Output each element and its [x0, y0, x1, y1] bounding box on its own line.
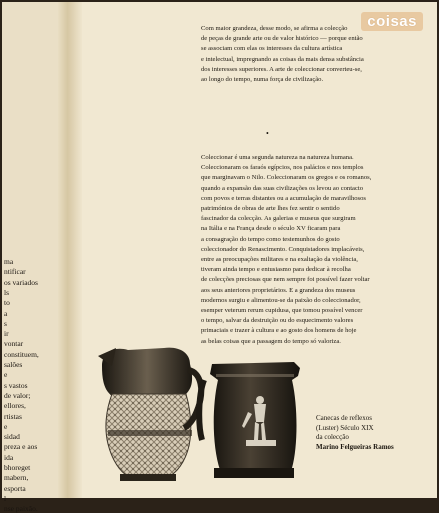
text-line: de colecções preciosas que nem sempre foi possível fazer voltar [201, 276, 370, 284]
left-page-text-fragment: ls [4, 287, 10, 297]
left-page-text-fragment: a [4, 308, 8, 318]
left-page-text-fragment: salões [4, 360, 23, 369]
photo-caption [316, 414, 426, 452]
lustre-jug-right-photo [198, 356, 306, 484]
left-page-text-fragment: os variados [4, 277, 38, 287]
left-page-text-fragment: e [4, 421, 8, 431]
text-line: se associam com elas os interesses da cultura artística [201, 45, 343, 53]
magazine-page [2, 2, 437, 513]
left-page-edge [2, 2, 60, 513]
section-badge: coisas [361, 12, 423, 31]
left-page-text-fragment: s vastos [4, 380, 28, 390]
text-line: coleccionador do Renascimento. Conquistadores implacáveis, [201, 245, 365, 253]
text-line: Coleccionaram os faraós egípcios, nos palácios e nos templos [201, 164, 364, 172]
text-line: modernos surgiu e alimentou-se da paixão do coleccionador, [201, 296, 361, 304]
text-line: primaciais e trazer à cultura e ao gosto dos homens de hoje [201, 327, 357, 335]
text-line: quando a expansão das suas civilizações os levou ao contacto [201, 184, 364, 192]
left-page-text-fragment: ida [4, 452, 14, 462]
text-line: Coleccionar é uma segunda natureza na natureza humana. [201, 154, 354, 161]
caption-line-3: da colecção [316, 433, 349, 441]
text-line: esemper veterum rerum cupidusa, que tomou possível vencer [201, 307, 363, 315]
left-page-text-fragment: ellores, [4, 401, 26, 411]
paragraph-main [201, 153, 419, 347]
left-page-text-fragment: de valor; [4, 390, 31, 400]
left-page-text-fragment: preza e aos [4, 442, 38, 452]
text-line: tiveram ainda tempo e entusiasmo para dedicar à recolha [201, 266, 351, 274]
text-line: entre as preocupações militares e na exaltação da violência, [201, 256, 358, 264]
left-page-text-fragment: vontar [4, 339, 24, 349]
separator-dot: • [266, 129, 269, 138]
left-page-text-fragment: s [4, 318, 7, 328]
left-page-text-fragment: ma [4, 257, 14, 266]
left-page-text-fragment: nse paixão. [4, 504, 38, 513]
text-line: Com maior grandeza, desse modo, se afirma a colecção [201, 25, 348, 32]
left-page-text-fragment: ir [4, 329, 9, 339]
text-line: as belas coisas que a passagem do tempo só valoriza. [201, 337, 341, 345]
left-page-text-fragment: ntificar [4, 267, 26, 277]
text-line: que marginavam o Nilo. Coleccionaram os gregos e os romanos, [201, 174, 372, 182]
text-line: de peças de grande arte ou de valor histórico — porque então [201, 35, 363, 43]
caption-line-2: (Luster) Século XIX [316, 423, 374, 432]
left-page-text-fragment: constituem, [4, 349, 39, 359]
left-page-text-fragment: bhoreget [4, 463, 31, 472]
paragraph-intro [201, 24, 419, 85]
text-line: com povos e terras distantes ou a acumulação de maravilhosos [201, 194, 366, 202]
text-line: fascinador da colecção. As galerias e museus que surgiram [201, 215, 356, 223]
caption-line-1: Canecas de reflexos [316, 414, 372, 422]
left-page-text-fragment: to [4, 298, 10, 308]
left-page-text-fragment: mabern, [4, 473, 29, 483]
page-gutter [58, 2, 82, 498]
text-line: aos seus anteriores proprietários. E a grandeza dos museus [201, 286, 356, 294]
left-page-text-fragment: l [4, 493, 7, 503]
text-line: a consagração do tempo como testemunhos do gosto [201, 235, 340, 243]
text-line: dos interesses superiores. A arte de coleccionar converteu-se, [201, 65, 362, 73]
left-page-text-fragment: sidad [4, 432, 20, 442]
lustre-jug-left-photo [94, 340, 204, 482]
text-line: patrimónios de obras de arte lhes fez sentir o sentido [201, 205, 340, 213]
left-page-text-fragment: rtistas [4, 411, 22, 421]
text-line: ao longo do tempo, numa força de civilização. [201, 76, 324, 84]
text-line: e intelectual, impregnando as coisas da mais densa substância [201, 55, 364, 63]
text-line: na Itália e na França desde o século XV ficaram para [201, 225, 341, 233]
caption-collector: Marino Felgueiras Ramos [316, 442, 394, 451]
text-line: o tempo, salvar da destruição ou do esquecimento valores [201, 317, 354, 325]
left-page-text-fragment: esporta [4, 483, 26, 493]
left-page-text-fragment: e [4, 370, 8, 380]
